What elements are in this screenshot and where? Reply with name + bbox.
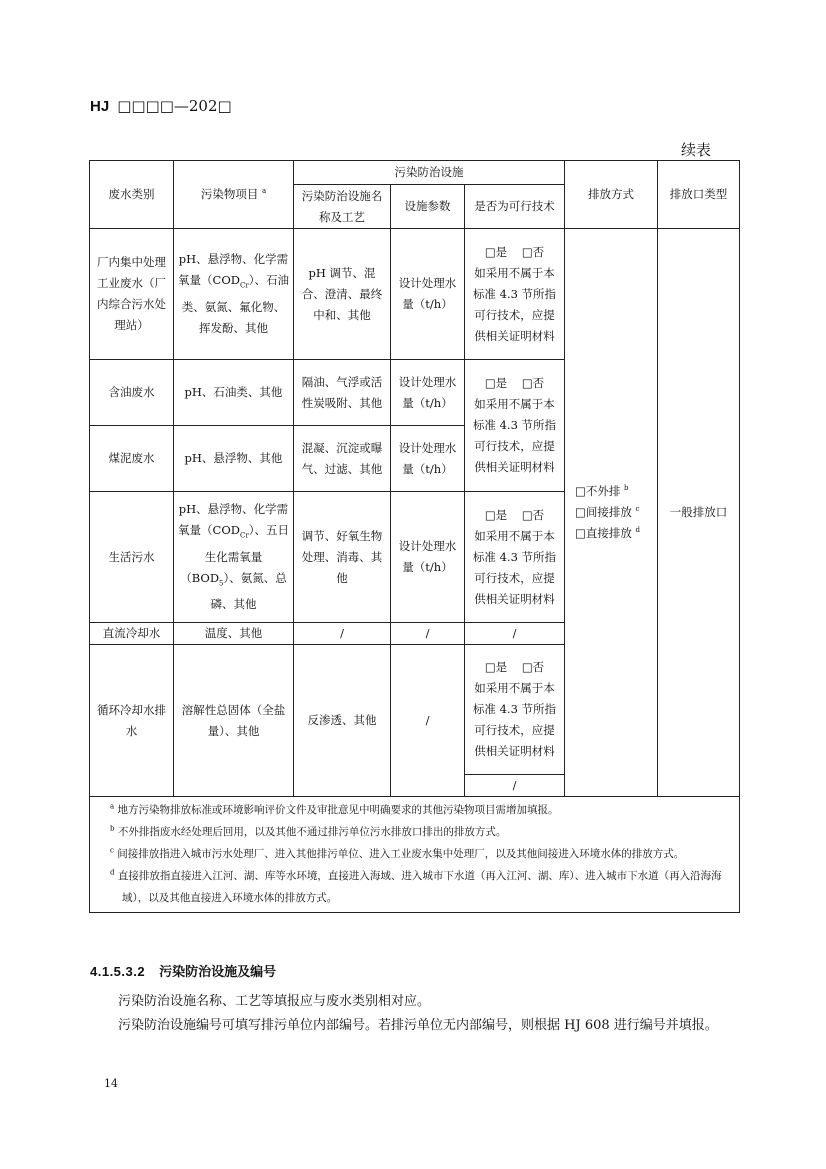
cell-feasible-extra: / <box>465 775 565 797</box>
note-d: $^d$ 直接排放指直接进入江河、湖、库等水环境，直接进入海域、进入城市下水道（再入江河、湖、库）、进入城市下水道（再入沿海海域），以及其他直接进入环境水体的排放方式。 <box>110 868 722 904</box>
cell-feasible: □是 □否 如采用不属于本标准 4.3 节所指可行技术，应提供相关证明材料 <box>465 360 565 492</box>
note-b: $^b$ 不外排指废水经处理后回用，以及其他不通过排污单位污水排放口排出的排放方式。 <box>110 824 507 838</box>
cell-type: 含油废水 <box>90 360 174 426</box>
cell-facility: 反渗透、其他 <box>294 645 391 797</box>
paragraph-1: 污染防治设施名称、工艺等填报应与废水类别相对应。 <box>118 994 431 1009</box>
header-pollutant: 污染物项目 $^a$ <box>174 161 294 229</box>
standard-number: □□□□—202□ <box>117 97 232 115</box>
cell-pollutant: pH、悬浮物、其他 <box>174 426 294 492</box>
section-heading <box>90 961 276 980</box>
checkbox-no[interactable]: □否 <box>521 376 545 390</box>
header-wastewater-type: 废水类别 <box>90 161 174 229</box>
checkbox-no[interactable]: □否 <box>521 507 545 522</box>
checkbox-no[interactable]: □否 <box>521 660 545 674</box>
cell-facility: pH 调节、混合、澄清、最终中和、其他 <box>294 229 391 360</box>
document-header <box>90 97 232 115</box>
option-indirect-discharge[interactable]: □间接排放 $^c$ <box>575 505 640 519</box>
table-row <box>90 229 740 360</box>
cell-feasible: □是 □否 如采用不属于本标准 4.3 节所指可行技术，应提供相关证明材料 <box>465 492 565 623</box>
option-no-discharge[interactable]: □不外排 $^b$ <box>575 484 629 498</box>
note-a: $^a$ 地方污染物排放标准或环境影响评价文件及审批意见中明确要求的其他污染物项目需增加填报。 <box>110 802 559 816</box>
checkbox-no[interactable]: □否 <box>521 244 545 259</box>
table-header-row <box>90 161 740 185</box>
cell-pollutant: pH、悬浮物、化学需氧量$(COD_{Cr})$、石油类、氨氮、氟化物、挥发酚、其他 <box>174 229 294 360</box>
header-discharge-method: 排放方式 <box>565 161 658 229</box>
wastewater-facility-table <box>89 160 740 913</box>
cell-facility: 调节、好氧生物处理、消毒、其他 <box>294 492 391 623</box>
table-notes <box>90 797 740 913</box>
cell-outlet-type: 一般排放口 <box>658 229 740 797</box>
cell-feasible: / <box>465 623 565 645</box>
cell-params: 设计处理水量（t/h） <box>391 360 465 426</box>
cell-type: 循环冷却水排水 <box>90 645 174 797</box>
cell-params: 设计处理水量（t/h） <box>391 426 465 492</box>
cell-pollutant: pH、石油类、其他 <box>174 360 294 426</box>
paragraph-2: 污染防治设施编号可填写排污单位内部编号。若排污单位无内部编号，则根据 HJ 608 进行编号并填报。 <box>118 1018 718 1033</box>
header-outlet-type: 排放口类型 <box>658 161 740 229</box>
header-feasible: 是否为可行技术 <box>465 185 565 229</box>
cell-pollutant: 温度、其他 <box>174 623 294 645</box>
cell-params: / <box>391 645 465 797</box>
header-facility-group: 污染防治设施 <box>294 161 565 185</box>
header-facility-name: 污染防治设施名称及工艺 <box>294 185 391 229</box>
option-direct-discharge[interactable]: □直接排放 $^d$ <box>575 526 641 540</box>
checkbox-yes[interactable]: □是 <box>484 507 508 522</box>
cell-facility: 混凝、沉淀或曝气、过滤、其他 <box>294 426 391 492</box>
table-notes-row <box>90 797 740 913</box>
cell-params: 设计处理水量（t/h） <box>391 492 465 623</box>
cell-feasible: □是 □否 如采用不属于本标准 4.3 节所指可行技术，应提供相关证明材料 <box>465 229 565 360</box>
cell-type: 厂内集中处理工业废水（厂内综合污水处理站） <box>90 229 174 360</box>
cell-params: / <box>391 623 465 645</box>
cell-facility: 隔油、气浮或活性炭吸附、其他 <box>294 360 391 426</box>
section-number: 4.1.5.3.2 <box>90 964 146 979</box>
standard-code: HJ <box>90 98 110 115</box>
checkbox-yes[interactable]: □是 <box>484 376 508 390</box>
checkbox-yes[interactable]: □是 <box>484 244 508 259</box>
note-c: $^c$ 间接排放指进入城市污水处理厂、进入其他排污单位、进入工业废水集中处理厂，以及其他间接进入环境水体的排放方式。 <box>110 846 685 860</box>
checkbox-yes[interactable]: □是 <box>484 660 508 674</box>
header-facility-params: 设施参数 <box>391 185 465 229</box>
cell-params: 设计处理水量（t/h） <box>391 229 465 360</box>
cell-discharge-method <box>565 229 658 797</box>
table-continued-label: 续表 <box>681 141 712 159</box>
cell-pollutant: pH、悬浮物、化学需氧量$(COD_{Cr})$、五日生化需氧量$(BOD_5)$、氨氮、总磷、其他 <box>174 492 294 623</box>
cell-type: 生活污水 <box>90 492 174 623</box>
section-title: 污染防治设施及编号 <box>159 964 277 979</box>
cell-facility: / <box>294 623 391 645</box>
cell-type: 直流冷却水 <box>90 623 174 645</box>
cell-feasible: □是 □否 如采用不属于本标准 4.3 节所指可行技术，应提供相关证明材料 <box>465 645 565 775</box>
cell-type: 煤泥废水 <box>90 426 174 492</box>
page-number: 14 <box>104 1077 118 1090</box>
cell-pollutant: 溶解性总固体（全盐量）、其他 <box>174 645 294 797</box>
